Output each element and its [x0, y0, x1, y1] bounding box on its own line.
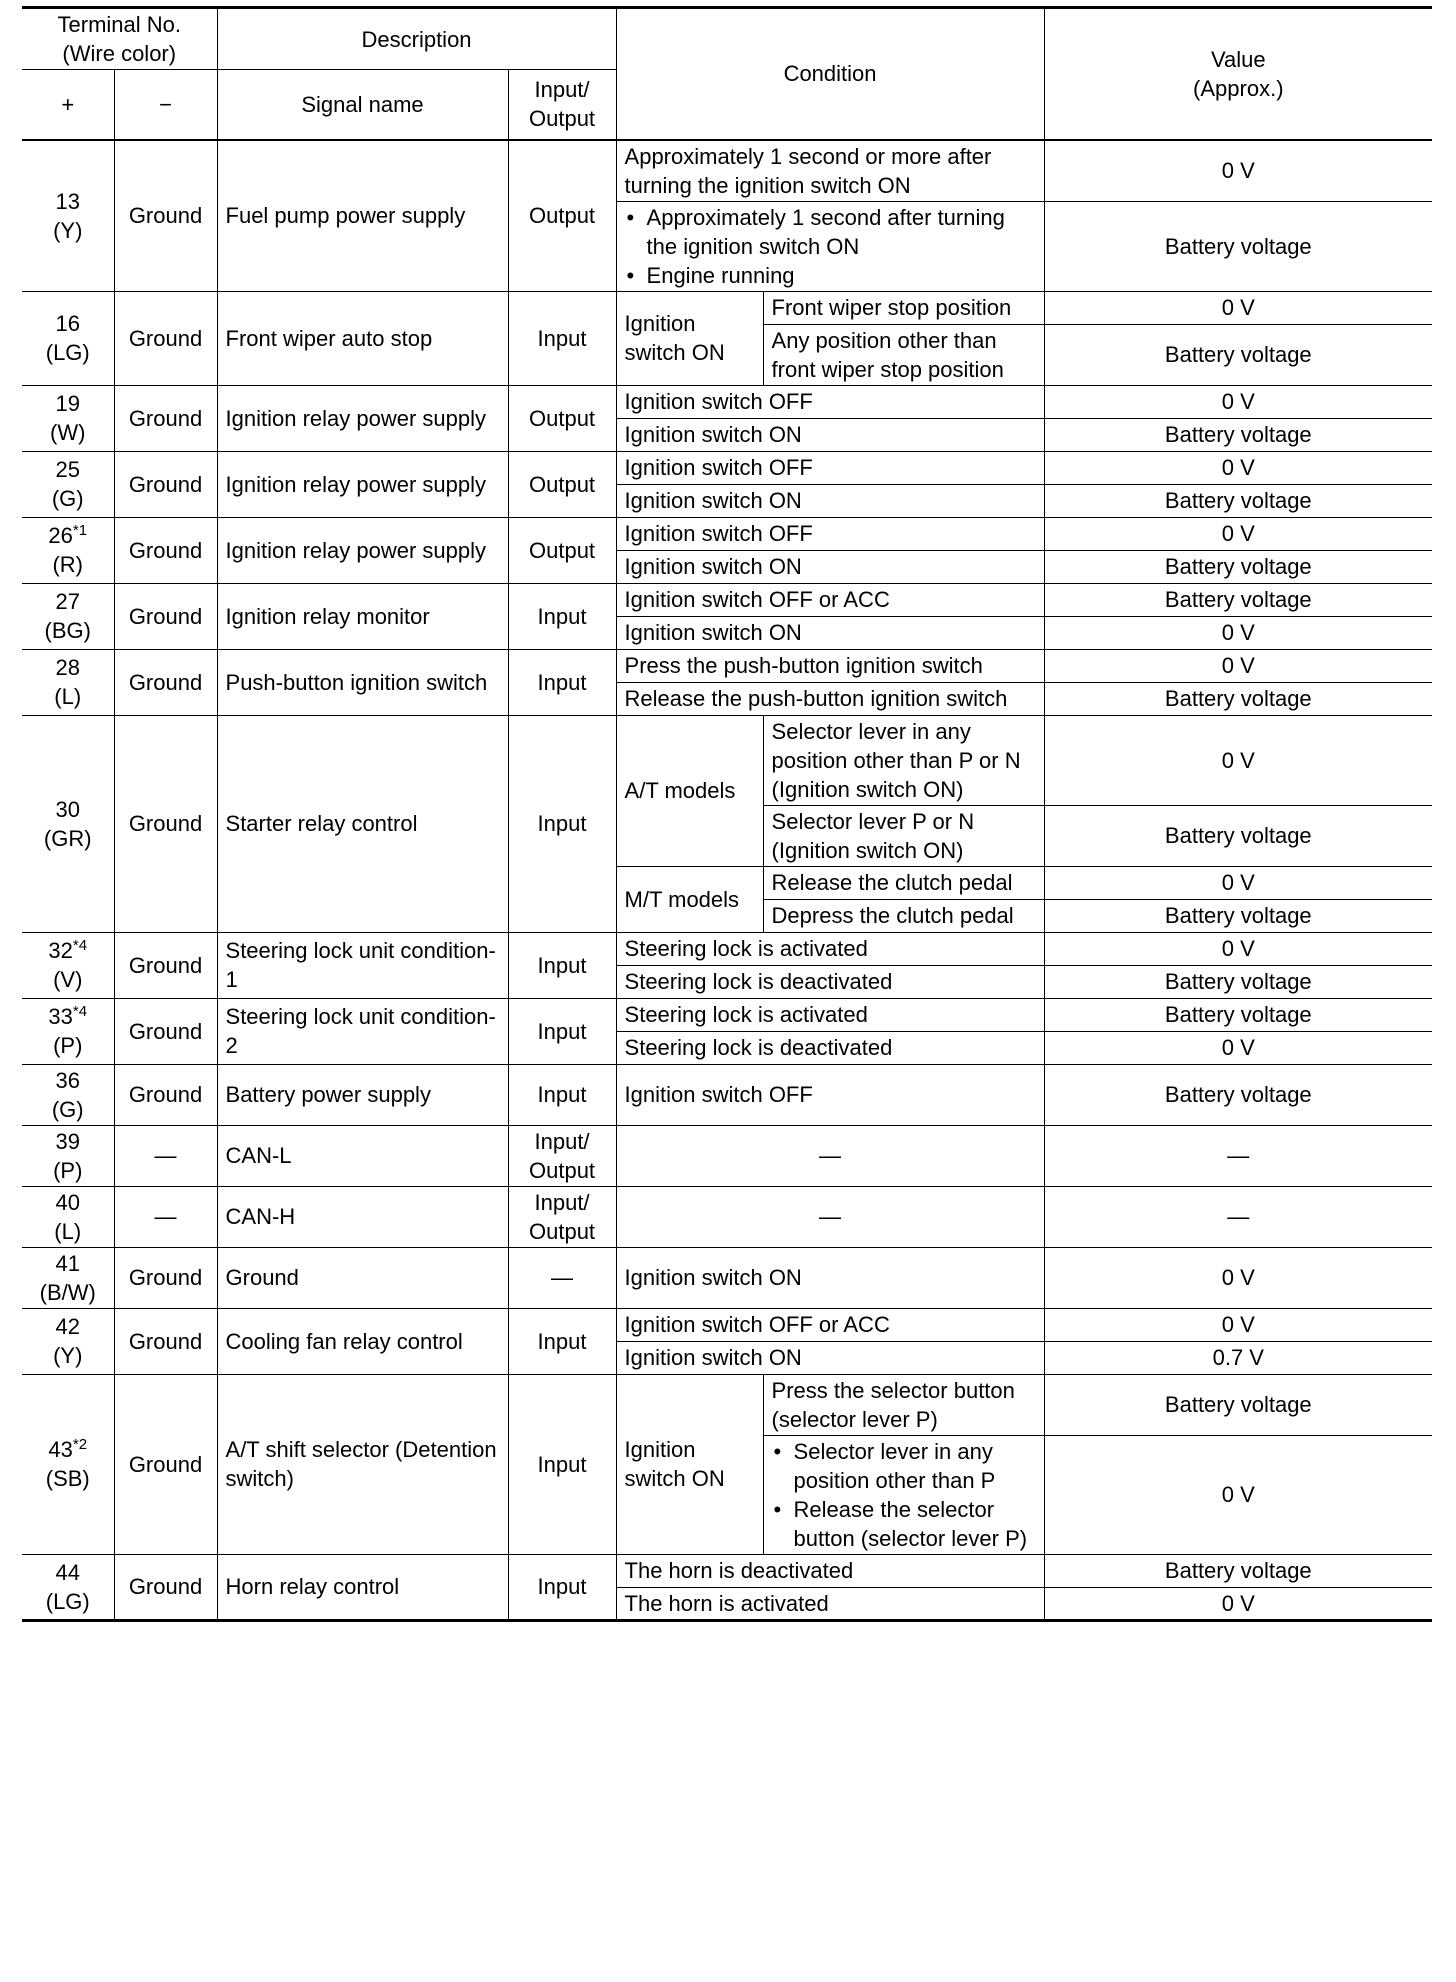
table-row [22, 1125, 1432, 1186]
terminal-number: 32$^{*4}$ (V) [22, 932, 114, 998]
condition-group: Ignition switch ON [616, 1374, 763, 1554]
condition: Steering lock is activated [616, 998, 1044, 1031]
condition: Front wiper stop position [763, 291, 1044, 324]
signal-name: Steering lock unit condition-2 [217, 998, 508, 1064]
table-row [22, 451, 1432, 484]
condition-bullet: • Selector lever in any position other than P [772, 1437, 1036, 1495]
terminal-minus: Ground [114, 932, 217, 998]
terminal-number: 33$^{*4}$ (P) [22, 998, 114, 1064]
value: Battery voltage [1044, 1064, 1432, 1125]
input-output: Input/ Output [508, 1125, 616, 1186]
terminal-minus: Ground [114, 1308, 217, 1374]
value: Battery voltage [1044, 682, 1432, 715]
value: 0 V [1044, 517, 1432, 550]
condition: Press the push-button ignition switch [616, 649, 1044, 682]
terminal-number: 39 (P) [22, 1125, 114, 1186]
terminal-number: 40 (L) [22, 1186, 114, 1247]
condition: Approximately 1 second or more after turning the ignition switch ON [616, 140, 1044, 202]
table-row [22, 385, 1432, 418]
value: 0 V [1044, 1435, 1432, 1554]
table-row [22, 291, 1432, 324]
value: Battery voltage [1044, 1554, 1432, 1587]
terminal-minus: Ground [114, 291, 217, 385]
signal-name: Front wiper auto stop [217, 291, 508, 385]
condition-group: M/T models [616, 866, 763, 932]
input-output: Input [508, 1554, 616, 1620]
condition: Selector lever in any position other than P or N (Ignition switch ON) [763, 715, 1044, 805]
value: Battery voltage [1044, 201, 1432, 291]
input-output: Input [508, 649, 616, 715]
terminal-minus: — [114, 1186, 217, 1247]
table-row [22, 140, 1432, 202]
value: Battery voltage [1044, 965, 1432, 998]
terminal-minus: Ground [114, 140, 217, 292]
table-row [22, 998, 1432, 1031]
terminal-number: 43$^{*2}$ (SB) [22, 1374, 114, 1554]
footnote-mark: *2 [72, 1436, 88, 1453]
terminal-minus: Ground [114, 451, 217, 517]
condition: Ignition switch ON [616, 550, 1044, 583]
input-output: Input [508, 715, 616, 932]
terminal-table-container [22, 6, 1432, 1622]
terminal-spec-table [22, 6, 1432, 1622]
footnote-mark: *4 [72, 1003, 88, 1020]
table-row [22, 1186, 1432, 1247]
value: Battery voltage [1044, 583, 1432, 616]
footnote-mark: *1 [72, 522, 88, 539]
input-output: Input [508, 1308, 616, 1374]
signal-name: CAN-L [217, 1125, 508, 1186]
terminal-minus: Ground [114, 517, 217, 583]
value: 0 V [1044, 616, 1432, 649]
value: 0 V [1044, 649, 1432, 682]
condition: Press the selector button (selector lever P) [763, 1374, 1044, 1435]
value: Battery voltage [1044, 1374, 1432, 1435]
terminal-number: 44 (LG) [22, 1554, 114, 1620]
condition [616, 201, 1044, 291]
input-output: Input [508, 932, 616, 998]
value: 0 V [1044, 866, 1432, 899]
terminal-number: 27 (BG) [22, 583, 114, 649]
table-row [22, 715, 1432, 805]
signal-name: CAN-H [217, 1186, 508, 1247]
header-minus: − [114, 70, 217, 140]
table-row [22, 1374, 1432, 1435]
table-row [22, 1308, 1432, 1341]
input-output: Input [508, 291, 616, 385]
value: 0.7 V [1044, 1341, 1432, 1374]
terminal-number: 30 (GR) [22, 715, 114, 932]
terminal-minus: Ground [114, 583, 217, 649]
input-output: Input [508, 998, 616, 1064]
table-row [22, 649, 1432, 682]
terminal-minus: Ground [114, 1064, 217, 1125]
signal-name: Battery power supply [217, 1064, 508, 1125]
value: Battery voltage [1044, 550, 1432, 583]
footnote-mark: *4 [72, 937, 88, 954]
table-row [22, 1247, 1432, 1308]
terminal-number: 41 (B/W) [22, 1247, 114, 1308]
input-output: Output [508, 385, 616, 451]
input-output: Input/ Output [508, 1186, 616, 1247]
condition-bullet-list [625, 203, 1036, 290]
condition: Ignition switch ON [616, 418, 1044, 451]
condition: Ignition switch OFF [616, 451, 1044, 484]
input-output: Output [508, 517, 616, 583]
terminal-minus: Ground [114, 385, 217, 451]
terminal-minus: Ground [114, 1374, 217, 1554]
terminal-minus: Ground [114, 1554, 217, 1620]
input-output: Output [508, 140, 616, 292]
condition: Ignition switch OFF [616, 1064, 1044, 1125]
terminal-number: 36 (G) [22, 1064, 114, 1125]
signal-name: Push-button ignition switch [217, 649, 508, 715]
terminal-number: 28 (L) [22, 649, 114, 715]
input-output: Input [508, 1064, 616, 1125]
header-input-output: Input/ Output [508, 70, 616, 140]
value: 0 V [1044, 715, 1432, 805]
value: Battery voltage [1044, 998, 1432, 1031]
condition: Release the clutch pedal [763, 866, 1044, 899]
condition-group: A/T models [616, 715, 763, 866]
terminal-number: 26$^{*1}$ (R) [22, 517, 114, 583]
header-signal-name: Signal name [217, 70, 508, 140]
condition: Release the push-button ignition switch [616, 682, 1044, 715]
table-row [22, 1554, 1432, 1587]
condition: The horn is deactivated [616, 1554, 1044, 1587]
signal-name: Ignition relay power supply [217, 451, 508, 517]
header-terminal-no: Terminal No. (Wire color) [22, 8, 217, 70]
condition: Ignition switch ON [616, 616, 1044, 649]
value: Battery voltage [1044, 484, 1432, 517]
signal-name: Cooling fan relay control [217, 1308, 508, 1374]
condition [763, 1435, 1044, 1554]
value: — [1044, 1125, 1432, 1186]
input-output: Input [508, 1374, 616, 1554]
value: Battery voltage [1044, 899, 1432, 932]
header-description: Description [217, 8, 616, 70]
condition: Ignition switch OFF or ACC [616, 583, 1044, 616]
condition: Ignition switch ON [616, 1247, 1044, 1308]
terminal-number: 42 (Y) [22, 1308, 114, 1374]
condition: Any position other than front wiper stop position [763, 324, 1044, 385]
value: 0 V [1044, 1587, 1432, 1620]
signal-name: Ignition relay power supply [217, 517, 508, 583]
condition: Steering lock is activated [616, 932, 1044, 965]
terminal-minus: — [114, 1125, 217, 1186]
table-row [22, 1064, 1432, 1125]
header-value: Value (Approx.) [1044, 8, 1432, 140]
header-plus: + [22, 70, 114, 140]
condition: Steering lock is deactivated [616, 1031, 1044, 1064]
value: 0 V [1044, 1247, 1432, 1308]
condition: — [616, 1125, 1044, 1186]
terminal-minus: Ground [114, 649, 217, 715]
signal-name: Starter relay control [217, 715, 508, 932]
value: 0 V [1044, 291, 1432, 324]
signal-name: Ignition relay power supply [217, 385, 508, 451]
terminal-number: 25 (G) [22, 451, 114, 517]
input-output: — [508, 1247, 616, 1308]
signal-name: Steering lock unit condition-1 [217, 932, 508, 998]
condition-group: Ignition switch ON [616, 291, 763, 385]
condition: Ignition switch OFF [616, 385, 1044, 418]
condition: The horn is activated [616, 1587, 1044, 1620]
condition: Selector lever P or N (Ignition switch ON) [763, 805, 1044, 866]
terminal-minus: Ground [114, 998, 217, 1064]
value: — [1044, 1186, 1432, 1247]
table-row [22, 517, 1432, 550]
condition-bullet-list [772, 1437, 1036, 1553]
condition: Ignition switch OFF [616, 517, 1044, 550]
table-row [22, 583, 1432, 616]
condition-bullet: • Release the selector button (selector lever P) [772, 1495, 1036, 1553]
condition: — [616, 1186, 1044, 1247]
value: 0 V [1044, 140, 1432, 202]
terminal-number: 16 (LG) [22, 291, 114, 385]
condition: Ignition switch ON [616, 1341, 1044, 1374]
value: 0 V [1044, 385, 1432, 418]
signal-name: A/T shift selector (Detention switch) [217, 1374, 508, 1554]
value: Battery voltage [1044, 418, 1432, 451]
table-row [22, 932, 1432, 965]
condition: Ignition switch OFF or ACC [616, 1308, 1044, 1341]
value: 0 V [1044, 1308, 1432, 1341]
terminal-minus: Ground [114, 715, 217, 932]
condition-bullet: • Approximately 1 second after turning the ignition switch ON [625, 203, 1036, 261]
value: Battery voltage [1044, 324, 1432, 385]
terminal-number: 13 (Y) [22, 140, 114, 292]
terminal-number: 19 (W) [22, 385, 114, 451]
value: 0 V [1044, 1031, 1432, 1064]
signal-name: Horn relay control [217, 1554, 508, 1620]
condition-bullet: • Engine running [625, 261, 1036, 290]
input-output: Input [508, 583, 616, 649]
signal-name: Ground [217, 1247, 508, 1308]
terminal-minus: Ground [114, 1247, 217, 1308]
value: 0 V [1044, 932, 1432, 965]
terminal-table-body [22, 140, 1432, 1621]
condition: Ignition switch ON [616, 484, 1044, 517]
condition: Steering lock is deactivated [616, 965, 1044, 998]
input-output: Output [508, 451, 616, 517]
value: 0 V [1044, 451, 1432, 484]
signal-name: Fuel pump power supply [217, 140, 508, 292]
value: Battery voltage [1044, 805, 1432, 866]
condition: Depress the clutch pedal [763, 899, 1044, 932]
signal-name: Ignition relay monitor [217, 583, 508, 649]
header-condition: Condition [616, 8, 1044, 140]
